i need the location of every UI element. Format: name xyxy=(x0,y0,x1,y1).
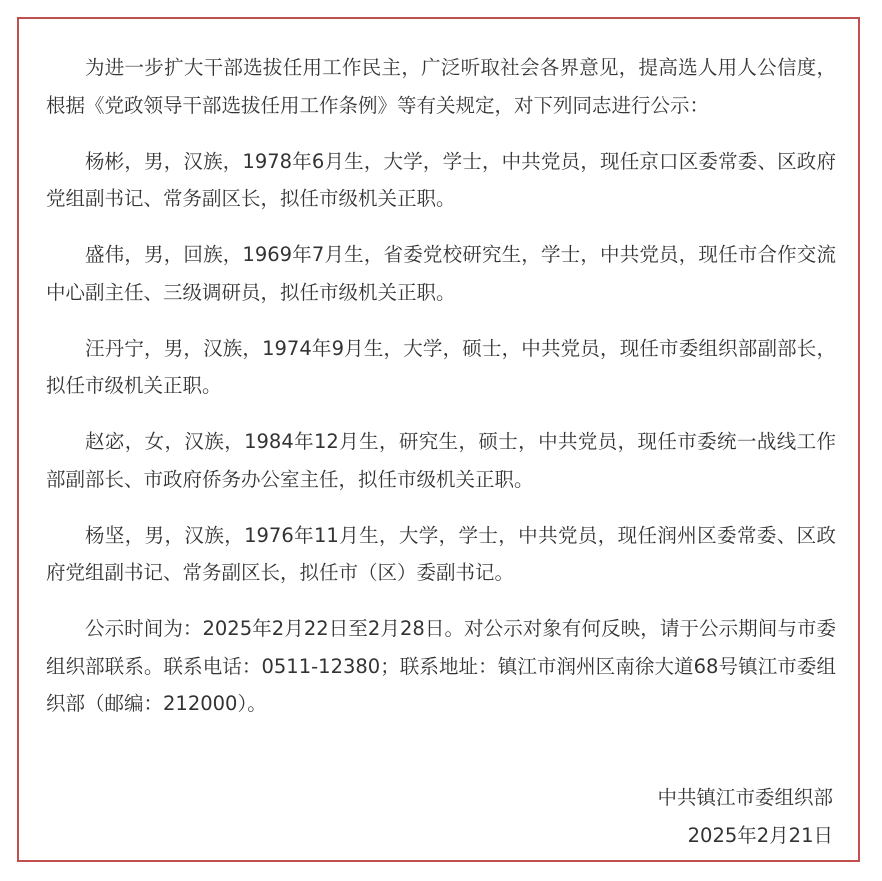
candidate-paragraph-yang-jian: 杨坚，男，汉族，1976年11月生，大学，学士，中共党员，现任润州区委常委、区政府党组副书记、常务副区长，拟任市（区）委副书记。 xyxy=(46,523,836,584)
signature-date: 2025年2月21日 xyxy=(687,823,833,847)
intro-paragraph: 为进一步扩大干部选拔任用工作民主，广泛听取社会各界意见，提高选人用人公信度，根据《党政领导干部选拔任用工作条例》等有关规定，对下列同志进行公示： xyxy=(46,56,836,117)
candidate-paragraph-wang-danning: 汪丹宁，男，汉族，1974年9月生，大学，硕士，中共党员，现任市委组织部副部长，拟任市级机关正职。 xyxy=(46,336,836,397)
notice-body xyxy=(46,49,836,741)
signature-org: 中共镇江市委组织部 xyxy=(657,786,833,809)
signature-block xyxy=(657,779,833,854)
publicity-period-paragraph: 公示时间为：2025年2月22日至2月28日。对公示对象有何反映，请于公示期间与市委组织部联系。联系电话：0511-12380；联系地址：镇江市润州区南徐大道68号镇江市委组织部（邮编：212000）。 xyxy=(46,617,836,715)
candidate-paragraph-yang-bin: 杨彬，男，汉族，1978年6月生，大学，学士，中共党员，现任京口区委常委、区政府党组副书记、常务副区长，拟任市级机关正职。 xyxy=(46,149,836,210)
notice-frame xyxy=(17,17,860,862)
candidate-paragraph-zhao-mi: 赵宓，女，汉族，1984年12月生，研究生，硕士，中共党员，现任市委统一战线工作部副部长、市政府侨务办公室主任，拟任市级机关正职。 xyxy=(46,430,836,491)
candidate-paragraph-sheng-wei: 盛伟，男，回族，1969年7月生，省委党校研究生，学士，中共党员，现任市合作交流中心副主任、三级调研员，拟任市级机关正职。 xyxy=(46,243,836,304)
